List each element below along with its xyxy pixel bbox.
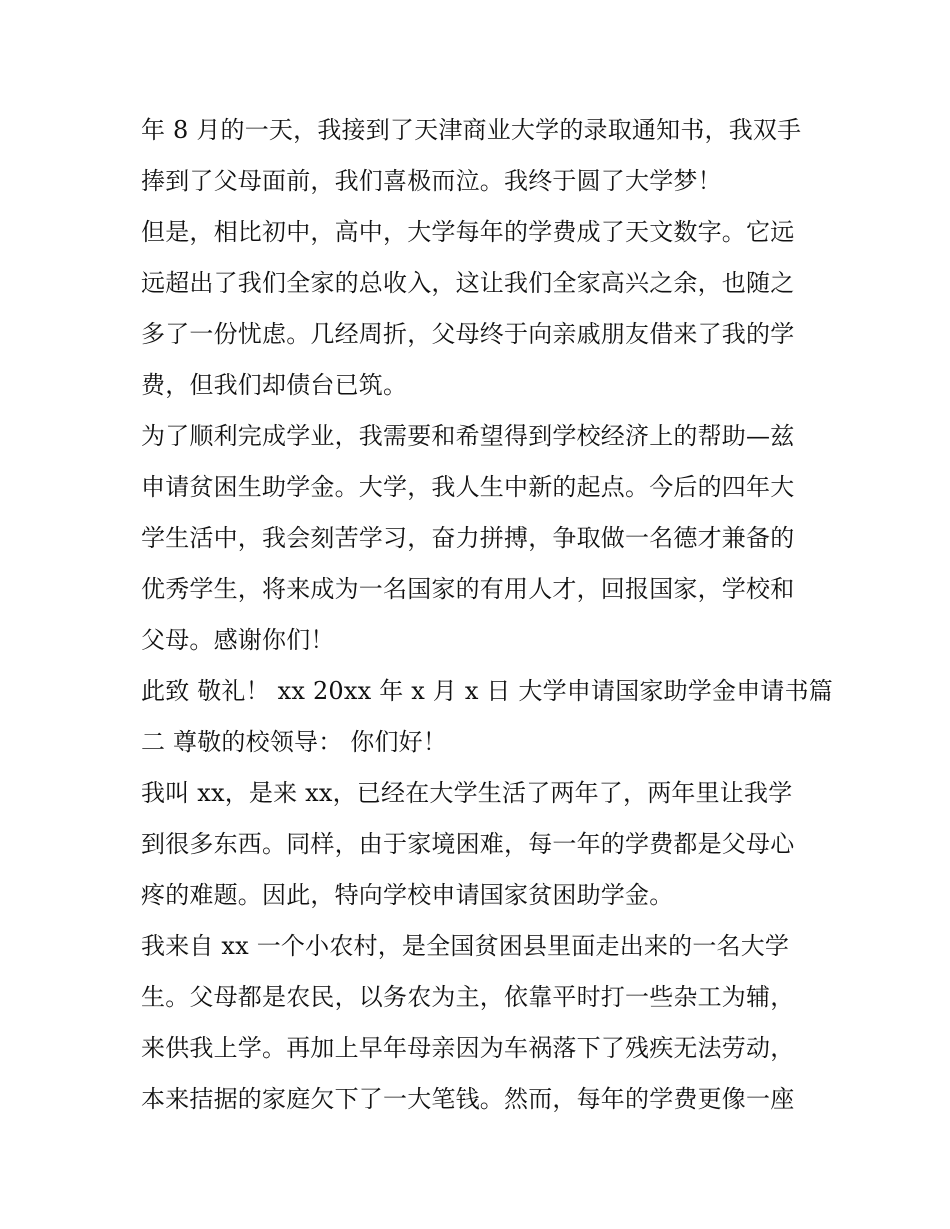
text-line: 为了顺利完成学业，我需要和希望得到学校经济上的帮助—兹 [141,422,795,450]
text-line: 疼的难题。因此，特向学校申请国家贫困助学金。 [141,881,674,909]
text-line: 远超出了我们全家的总收入，这让我们全家高兴之余，也随之 [141,269,795,297]
text-line: 生。父母都是农民，以务农为主，依靠平时打一些杂工为辅， [141,983,795,1011]
text-line: 本来拮据的家庭欠下了一大笔钱。然而，每年的学费更像一座 [141,1085,795,1113]
text-line: 申请贫困生助学金。大学，我人生中新的起点。今后的四年大 [141,473,795,501]
text-line: 到很多东西。同样，由于家境困难，每一年的学费都是父母心 [141,830,795,858]
text-line: 父母。感谢你们！ [141,626,335,654]
text-line: 学生活中，我会刻苦学习，奋力拼搏，争取做一名德才兼备的 [141,524,795,552]
text-line: 优秀学生，将来成为一名国家的有用人才，回报国家，学校和 [141,575,795,603]
document-body [141,105,834,1125]
text-line: 二 尊敬的校领导： 你们好！ [141,728,448,756]
text-line: 年 8 月的一天，我接到了天津商业大学的录取通知书，我双手 [141,116,802,144]
text-line: 费，但我们却债台已筑。 [141,371,408,399]
text-line: 捧到了父母面前，我们喜极而泣。我终于圆了大学梦！ [141,167,722,195]
text-line: 我叫 xx，是来 xx，已经在大学生活了两年了，两年里让我学 [141,779,793,807]
text-line: 来供我上学。再加上早年母亲因为车祸落下了残疾无法劳动， [141,1034,795,1062]
text-line: 但是，相比初中，高中，大学每年的学费成了天文数字。它远 [141,218,795,246]
text-line: 此致 敬礼！ xx 20xx 年 x 月 x 日 大学申请国家助学金申请书篇 [141,677,834,705]
text-line: 多了一份忧虑。几经周折，父母终于向亲戚朋友借来了我的学 [141,320,795,348]
text-line: 我来自 xx 一个小农村，是全国贫困县里面走出来的一名大学 [141,932,790,960]
